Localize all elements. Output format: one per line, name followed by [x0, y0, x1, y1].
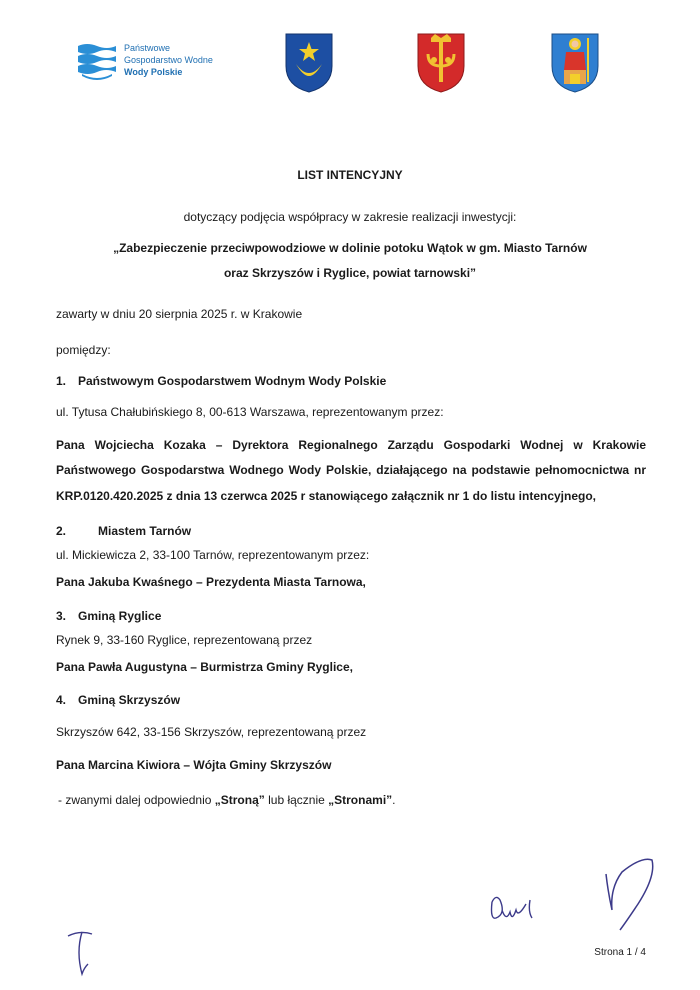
- party-4-heading: [56, 692, 180, 708]
- initials-signature-middle: [486, 892, 536, 928]
- party-3-address: Rynek 9, 33-160 Ryglice, reprezentowaną przez: [56, 633, 313, 647]
- party-1-address: ul. Tytusa Chałubińskiego 8, 00-613 Warszawa, reprezentowanym przez:: [56, 405, 444, 419]
- party-1-heading: [56, 373, 386, 389]
- party-2-address: ul. Mickiewicza 2, 33-100 Tarnów, reprezentowanym przez:: [56, 548, 370, 562]
- concluded-date: zawarty w dniu 20 sierpnia 2025 r. w Krakowie: [56, 307, 303, 321]
- project-name-line-2: oraz Skrzyszów i Ryglice, powiat tarnowski”: [223, 266, 477, 280]
- logo-line-3: Wody Polskie: [124, 67, 183, 77]
- closing-prefix: - zwanymi dalej odpowiednio: [58, 793, 215, 807]
- term-stronami: „Stronami”: [328, 793, 393, 807]
- document-title: LIST INTENCYJNY: [297, 168, 403, 182]
- tarnow-crest-icon: [282, 30, 336, 94]
- party-4-address: Skrzyszów 642, 33-156 Skrzyszów, reprezentowaną przez: [56, 725, 367, 739]
- closing-mid: lub łącznie: [264, 793, 329, 807]
- initials-signature-left: [62, 922, 102, 978]
- closing-suffix: .: [392, 793, 396, 807]
- page-number: Strona 1 / 4: [594, 947, 646, 958]
- party-1-number: 1.: [56, 374, 67, 388]
- initials-signature-right: [598, 852, 660, 934]
- party-1-representative-line-3: KRP.0120.420.2025 z dnia 13 czerwca 2025 r stanowiącego załącznik nr 1 do listu intencyjnego,: [56, 489, 597, 503]
- party-1-representative-line-1: Pana Wojciecha Kozaka – Dyrektora Regionalnego Zarządu Gospodarki Wodnej w Krakowie: [56, 438, 646, 452]
- party-1-representative-line-2: Państwowego Gospodarstwa Wodnego Wody Polskie, działającego na podstawie pełnomocnictwa nr: [56, 463, 646, 477]
- ryglice-crest-icon: [414, 30, 468, 94]
- party-4-name: Gminą Skrzyszów: [78, 693, 181, 707]
- document-subtitle: dotyczący podjęcia współpracy w zakresie realizacji inwestycji:: [183, 210, 517, 224]
- logo-line-2: Gospodarstwo Wodne: [124, 55, 213, 65]
- party-2-name: Miastem Tarnów: [98, 524, 192, 538]
- wody-polskie-logo: [76, 40, 236, 82]
- party-2-heading: [56, 523, 191, 539]
- party-4-number: 4.: [56, 693, 67, 707]
- party-3-number: 3.: [56, 609, 67, 623]
- logo-line-1: Państwowe: [124, 43, 171, 53]
- closing-definition: [58, 792, 396, 808]
- term-strona: „Stroną”: [214, 793, 265, 807]
- party-3-representative: Pana Pawła Augustyna – Burmistrza Gminy Ryglice,: [56, 660, 353, 674]
- party-3-heading: [56, 608, 161, 624]
- waves-icon: [76, 40, 118, 80]
- between-label: pomiędzy:: [56, 343, 111, 357]
- project-name-line-1: „Zabezpieczenie przeciwpowodziowe w dolinie potoku Wątok w gm. Miasto Tarnów: [113, 241, 587, 255]
- party-2-representative: Pana Jakuba Kwaśnego – Prezydenta Miasta Tarnowa,: [56, 575, 366, 589]
- party-4-representative: Pana Marcina Kiwiora – Wójta Gminy Skrzyszów: [56, 758, 332, 772]
- party-2-number: 2.: [56, 524, 67, 538]
- skrzyszow-crest-icon: [548, 30, 602, 94]
- party-3-name: Gminą Ryglice: [78, 609, 162, 623]
- party-1-name: Państwowym Gospodarstwem Wodnym Wody Polskie: [78, 374, 387, 388]
